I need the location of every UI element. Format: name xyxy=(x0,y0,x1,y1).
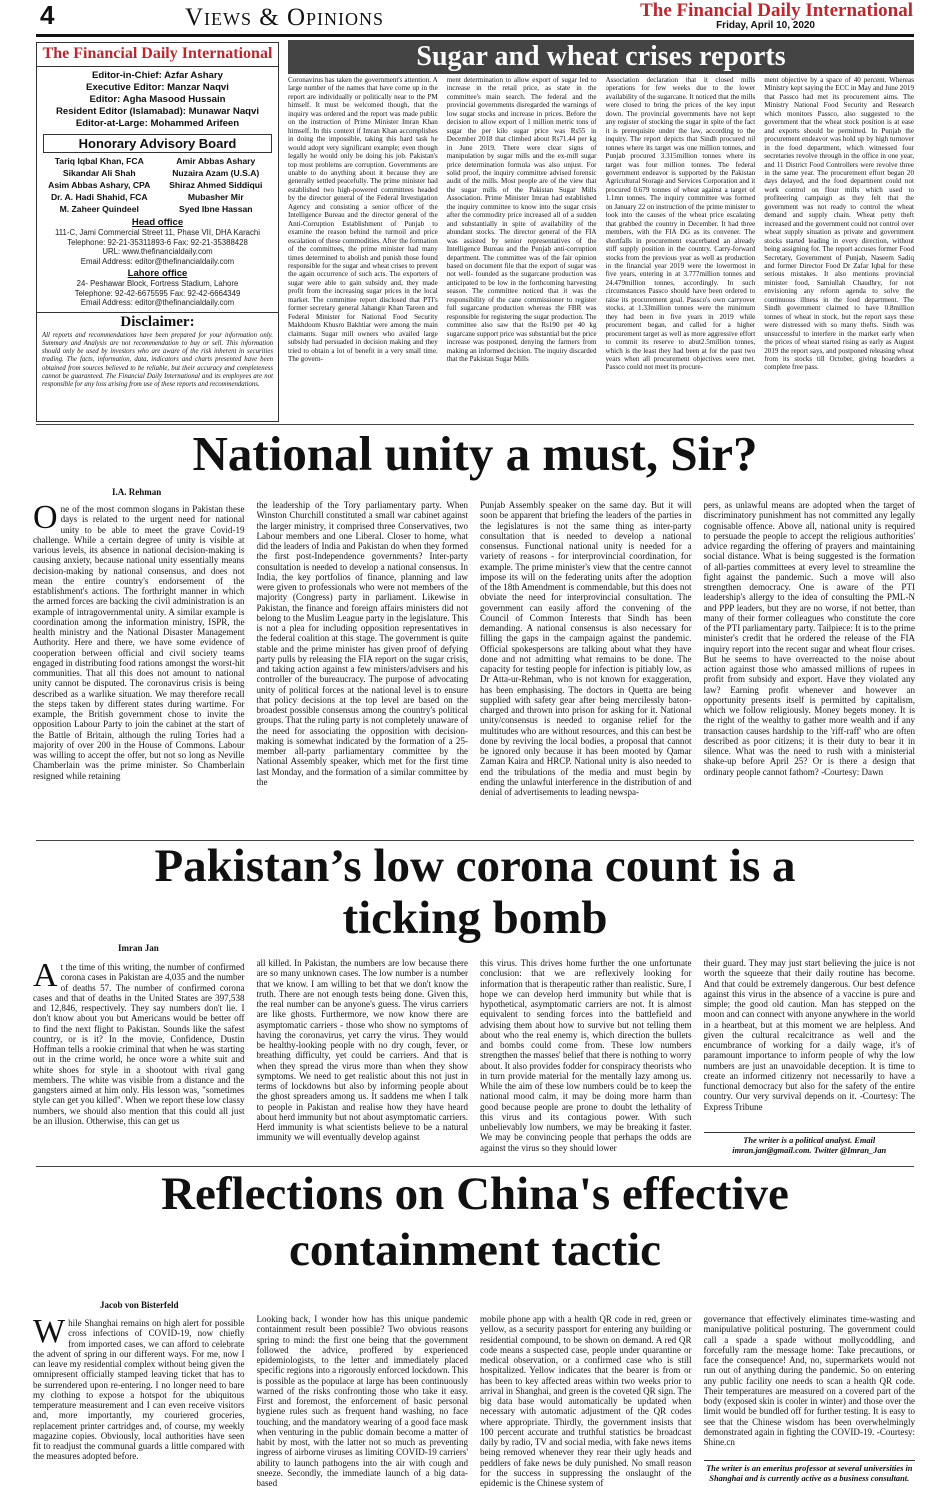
advisory-board-left xyxy=(41,155,158,215)
china-writer-note: The writer is an emeritus professor at several universities in Shanghai and is currently active as a business consultant. xyxy=(704,1460,916,1484)
editor-line: Executive Editor: Manzar Naqvi xyxy=(86,82,229,93)
board-member: Mubasher Mir xyxy=(187,192,244,202)
corona-writer-note: The writer is a political analyst. Email imran.jan@gmail.com. Twitter @Imran_Jan xyxy=(704,1132,916,1156)
page-header xyxy=(0,0,945,34)
article-column: Coronavirus has taken the government's attention. A large number of the names that have come up in the report are individually or politically near to the PM himself. It must be welcomed though, that the inquiry was ordered and the report was made public on the instruction of Prime Minister Imran Khan himself. In this context if Imran Khan accomplishes in doing the impossible, taking this hard task he would adopt very significant example; even though legally he would only be doing his job. Pakistan's top most problems are corruption. Governments are unable to do anything about it because they are generally settled peacefully. The prime minister had established two high-powered committees headed by the director general of the Federal Investigation Agency and consisting a senior officer of the Intelligence Bureau and the director general of the Anti-Corruption Establishment of Punjab to examine the reason behind the turmoil and price escalation of these commodities. After the formation of the committees, the prime minister had many times determined to abolish and punish those found responsible for the sugar and wheat crises to prevent the again occurrence of such acts. The exporters of sugar were able to gain subsidy and, they made profit from the increasing sugar prices in the local market. The committee report disclosed that PTI's former secretary general Jahangir Khan Tareen and Federal Minister for National Food Security Makhdoom Khusro Bakhtiar were among the main claimants. Sugar mill owners who availed large subsidy had persuaded in decision making and they tried to obtain a lot of benefit in a very small time. The govern- xyxy=(288,76,438,363)
article-column: all killed. In Pakistan, the numbers are low because there are so many unknown cases. The low number is a number that we know. I am willing to bet that we don't know the truth. There are not enough tests being done. Given this, the real number can be anyone's guess. The virus carriers are like ghosts. Furthermore, we now know there are asymptomatic carriers - those who show no symptoms of having the coronavirus, yet carry the virus. They would be healthy-looking people with no dry cough, fever, or breathing difficulty, yet could be carriers. And that is when they spread the virus more than when they show symptoms. We need to get realistic about this not just in terms of lockdowns but also by informing people about the ghost spreaders among us. It saddens me when I talk to people in Pakistan and realise how they have heard about herd immunity but not about asymptomatic carriers. Herd immunity is what scientists believe to be a natural immunity we will eventually develop against xyxy=(256,958,468,1143)
article-column xyxy=(33,1314,245,1499)
advisory-board xyxy=(37,155,278,215)
corona-dropcap: A xyxy=(33,958,58,994)
china-byline: Jacob von Bisterfeld xyxy=(100,1300,179,1310)
china-headline xyxy=(36,1166,914,1278)
article-column xyxy=(33,958,245,1165)
lahore-office-title: Lahore office xyxy=(127,268,188,279)
masthead-box xyxy=(36,42,279,422)
article-text: t the time of this writing, the number of confirmed corona cases in Pakistan are 4,035 and the number of deaths 57. The number of confirmed corona cases and that of deaths in the United States are 397,538 and 12,846, respectively. They say numbers don't lie. I don't know about you but Americans would be better off to find the next flight to Pakistan. Sounds like the safest country, or is it? In the movie, Confidence, Dustin Hoffman tells a rookie criminal that when he was starting out in the crime world, he once wore a white suit and white shoes for style in a shootout with rival gang members. The white was visible from a distance and the gangsters aimed at him only. His lesson was, "sometimes style can get you killed". When we report these low classy numbers, we should also mention that this could all just be an illusion. Otherwise, this can get us xyxy=(33,962,245,1126)
article-column: the leadership of the Tory parliamentary party. When Winston Churchill constituted a small war cabinet against the larger ministry, it comprised three Conservatives, two Labour members and one Liberal. Closer to home, what did the leaders of India and Pakistan do when they formed the first post-Independence governments? Inter-party consultation is needed to develop a national consensus. In India, the key portfolios of finance, planning and law were given to professionals who were not members of the majority (Congress) party in parliament. Likewise in Pakistan, the finance and foreign affairs ministers did not belong to the Muslim League party in the legislature. This is not a plea for including opposition representatives in the federal coalition at this stage. The government is quite stable and the prime minister has given proof of defying party pulls by releasing the FIA report on the sugar crisis, and taking action against a few ministers/advisers and his controller of the bureaucracy. The purpose of advocating unity of political forces at the national level is to ensure that policy decisions at the top level are based on the broadest possible consensus among the country's political groups. That the ruling party is not completely unaware of the need for associating the opposition with decision-making is somewhat indicated by the formation of a 25-member all-party parliamentary committee by the National Assembly speaker, which met for the first time last Monday, and the formation of a similar committee by the xyxy=(256,500,468,787)
board-member: Asim Abbas Ashary, CPA xyxy=(48,180,151,190)
address-line: Email Address: editor@thefinancialdaily.com xyxy=(80,298,235,307)
issue-date: Friday, April 10, 2020 xyxy=(716,20,815,31)
section-title: Views & Opinions xyxy=(185,4,385,31)
article-text: ne of the most common slogans in Pakistan these days is related to the urgent need for national unity to be able to meet the grave Covid-19 challenge. While a certain degree of unity is visible at various levels, its absence in national decision-making is causing anxiety, because national unity essentially means decision-making by national consensus, and does not mean the entire country's endorsement of the establishment's actions. The forthright manner in which the armed forces are backing the civil administration is an example of intragovernmental unity. A similar example is coordination among the information ministry, ISPR, the health ministry and the National Disaster Management Authority. Here and there, we have some evidence of cooperation between official and civil society teams engaged in distributing food rations amongst the worst-hit communities. That all this does not amount to national unity cannot be disputed. The coronavirus crisis is being described as a warlike situation. We may therefore recall the steps taken by different states during wartime. For example, the British government chose to invite the opposition Labour Party to join the cabinet at the start of the Battle of Britain, although the ruling Tories had a majority of over 200 in the House of Commons. Labour was willing to accept the offer, but not so long as Neville Chamberlain was the prime minister. So Chamberlain resigned while retaining xyxy=(33,504,245,781)
article-column xyxy=(33,500,245,835)
board-member: Syed Ibne Hassan xyxy=(178,204,253,214)
article-text: their guard. They may just start believing the juice is not worth the squeeze that their daily routine has become. And that could be extremely dangerous. Our best defence against this virus in the absence of a vaccine is pure and simple; the good old caution. Man has stepped on the moon and can connect with anyone anywhere in the world in a heartbeat, but at this moment we are helpless. And given the cultural recalcitrance as well and the encumbrance of working for a daily wage, it's of paramount importance to inform people of why the low numbers are just an unavoidable deception. It is time to create an informed citizenry not necessarily to have a functional democracy but also for the safety of the entire country. Our very survival depends on it. -Courtesy: The Express Tribune xyxy=(703,958,915,1112)
head-office-title: Head office xyxy=(131,217,184,228)
article-column: Association declaration that it closed mills operations for few weeks due to the lower availability of the sugarcane. It noticed that the mills were closed to bring the prices of the key input down. The provincial governments have not kept any register of stocking the sugar in spite of the fact it is prerequisite under the law, according to the inquiry. The report depicts that Sindh procured nil tonnes where its target was one million tonnes, and Punjab procured 3.315million tonnes where its target was four million tonnes. The federal government endeavor is supported by the Pakistan Agricultural Storage and Services Corporation and it procured 0.679 tonnes of wheat against a target of 1.1mn tonnes. The inquiry committee was formed on January 22 on instruction of the prime minister to look into the causes of the wheat price escalating that grabbed the country in December. It had three members, with the FIA DG as its convener. The shortfalls in procurement exacerbated an already stiff supply position in the country. Carry-forward stocks from the previous year as well as production in the financial year 2019 were the lowermost in five years, entering in at 3.777million tonnes and 24.479million tonnes, accordingly. In such circumstances Passco should have been ordered to raise its procurement goal. Passco's own carryover stocks, at 1.33million tonnes were the minimum they had been in five years in 2019 while procurement began, and called for a higher procurement target as well as more aggressive effort to commit its reserve to abut2.5million tonnes, which is the least they had been at for the past two years when all procurement objectives were met. Passco could not meet its procure- xyxy=(605,76,756,372)
headline-line: Pakistan’s low corona count is a xyxy=(154,840,796,892)
editor-list xyxy=(37,67,278,132)
corona-byline: Imran Jan xyxy=(118,943,159,953)
editor-line: Editor-at-Large: Mohammed Arifeen xyxy=(75,118,240,129)
board-member: M. Zaheer Quindeel xyxy=(59,204,139,214)
unity-headline: National unity a must, Sir? xyxy=(192,426,758,481)
corona-headline xyxy=(36,840,914,944)
board-member: Tariq Iqbal Khan, FCA xyxy=(54,156,144,166)
head-office-address xyxy=(37,228,278,266)
article-column: Looking back, I wonder how has this unique pandemic containment result been possible? Two obvious reasons spring to mind: the first one being that the government followed the advice, proffered by experienced epidemiologists, to the letter and immediately placed specific regions into a rigorously enforced lockdown. This is possible as the populace at large has been continuously warned of the risks confronting those who take it easy. First and foremost, the enforcement of basic personal hygiene rules such as frequent hand washing, no face touching, and the mandatory wearing of a good face mask when venturing in the public domain become a matter of habit by most, with the latter not so much as preventing ingress of airborne viruses as limiting COVID-19 carriers' ability to launch pathogens into the air with cough and sneeze. Secondly, the immediate launch of a big data-based xyxy=(256,1314,468,1488)
headline-line: Reflections on China's effective xyxy=(161,1168,789,1220)
address-line: URL: www.thefinancialdaily.com xyxy=(102,247,213,256)
article-column: pers, as unlawful means are adopted when the target of discriminatory punishment has not committed any legally cognisable offence. Above all, national unity is required to persuade the people to accept the religious authorities' advice regarding the offering of prayers and maintaining social distance. What is being suggested is the formation of all-parties committees at every level to streamline the fight against the pandemic. Such a move will also strengthen democracy. One is aware of the PTI leadership's allergy to the idea of consulting the PML-N and PPP leaders, but they are no worse, if not better, than many of their former colleagues who constitute the core of the PTI parliamentary party. Tailpiece: It is to the prime minister's credit that he ordered the release of the FIA inquiry report into the recent sugar and wheat flour crises. But he seems to have overreacted to the noise about action against those who amassed millions of rupees in profit from subsidy and export. Have they violated any law? Earning profit whenever and however an opportunity presents itself is permitted by capitalism, which we follow religiously. Money begets money. It is the right of the wealthy to gather more wealth and if any transaction causes hardship to the 'riff-raff' who are often described as poor citizens; it is their duty to bear it in silence. What was the need to rush with a ministerial shake-up before April 25? Or is there a design that ordinary people cannot fathom? -Courtesy: Dawn xyxy=(703,500,915,777)
advisory-board-title: Honorary Advisory Board xyxy=(43,134,272,153)
board-member: Sikandar Ali Shah xyxy=(62,168,136,178)
article-column xyxy=(704,958,916,1165)
board-member: Amir Abbas Ashary xyxy=(176,156,256,166)
advisory-board-right xyxy=(158,155,275,215)
article-column xyxy=(704,1314,916,1499)
unity-byline: I.A. Rehman xyxy=(112,487,162,497)
headline-line: containment tactic xyxy=(289,1224,661,1276)
article-column: mobile phone app with a health QR code in red, green or yellow, as a security passport for entering any building or residential compound, to be shown on demand. A red QR code means a suspected case, people under quarantine or medical observation, or a confirmed case who is still hospitalized. Yellow indicates that the bearer is from or has been to key affected areas within two weeks prior to arrival in Shanghai, and green is the coveted QR sign. The big data base would automatically be updated when necessary with automatic adjustment of the QR codes where appropriate. Thirdly, the government insists that 100 percent accurate and truthful statistics be broadcast daily by radio, TV and social media, with fake news items being removed whenever they rear their ugly heads and peddlers of fake news be duly punished. No small reason for the success in suppressing the onslaught of the epidemic is the Chinese system of xyxy=(480,1314,692,1488)
article-text: governance that effectively eliminates time-wasting and manipulative political posturing. The government could call a spade a spade without mollycoddling, and forcefully ram the message home: Take precautions, or face the consequence! And, no, supermarkets would not run out of anything during the pandemic. So on entering any public facility one needs to scan a health QR code. Their temperatures are measured on a covered part of the body (exposed skin is cooler in winter) and those over the limit would be bundled off for further testing. It is easy to see that the Chinese wisdom has been overwhelmingly demonstrated again in fighting the COVID-19. -Courtesy: Shine.cn xyxy=(703,1314,915,1447)
disclaimer-text: All reports and recommendations have been prepared for your information only. Summary and Analysis are not recommendation to buy or sell. This information should only be used by investors who are aware of the risk inherent in securities trading. The facts, information, data, indicators and charts presented have been obtained from sources believed to be reliable, but their accuracy and completeness cannot be guaranteed. The Financial Daily International and its employees are not responsible for any loss arising from use of these reports and recommendations. xyxy=(42,331,273,389)
article-column: ment determination to allow export of sugar led to increase in the retail price, as state in the committee's main search. The federal and the provincial governments disregarded the warnings of low sugar stocks and increase in prices. Before the decision to allow export of 1 million metric tons of sugar the per kilo sugar price was Rs55 in December 2018 that climbed about Rs71.44 per kg in June 2019. There were clear signs of manipulation by sugar mills and the ex-mill sugar price determination formula was also unjust. For solid proof, the inquiry committee advised forensic audit of the mills. Most people are of the view that the sugar mills of the Pakistan Sugar Mills Association. Prime Minister Imran had established the inquiry committee to know into the sugar crisis after the commodity price increased all of a sudden and substantially in spite of availability of the abundant stocks. The director general of the FIA was assisted by senior representatives of the Intelligence Bureau and the Punjab anti-corruption department. The committee was of the fair opinion based on document file that the export of sugar was not well- founded as the sugarcane production was anticipated to be low in the forthcoming harvesting season. The committee noticed that it was the responsibility of the cane commissioner to register full sugarcane production whereas the FBR was responsible for registering the sugar production. The committee also saw that the Rs190 per 40 kg sugarcane support price was substantial but the price increase was postponed, denying the farmers from making an informed decision. The inquiry discarded that the Pakistan Sugar Mills xyxy=(446,76,597,363)
address-line: Telephone: 92-42-6675595 Fax: 92-42-6664349 xyxy=(74,288,241,298)
editor-line: Resident Editor (Islamabad): Munawar Naqvi xyxy=(55,106,260,117)
unity-article-body xyxy=(33,500,915,835)
editor-line: Editor: Agha Masood Hussain xyxy=(89,94,226,105)
article-column: ment objective by a space of 40 percent. Whereas Ministry kept saying the ECC in May and June 2019 that Passco had met its procurement aims. The Ministry National Food Security and Research which monitors Passco, also suggested to the government that the wheat stock position is at ease and exports should be permitted. In Punjab the procurement endeavor was hold up by high turnover in the food department, which witnessed four secretaries revolve through in the office in one year, and 11 District Food Controllers were revolve three in the same year. The procurement effort began 20 days delayed, and the food department could not work control on flour mills which used to profiteering campaign as they felt that the government was not ready to control the wheat demand and supply chain. Wheat petty theft increased and the government could not control over wheat supply situation as private and government stocks started leading in every direction, without being assigning for. The report accuses former Food Secretary, Government of Punjab, Naseem Sadiq and former Director Food Dr Zafar Iqbal for these serious mistakes. It also mentions provincial minister food, Samiullah Chaudhry, for not envisioning any reform agenda to solve the continuous illness in the food department. The Sindh government claimed to have 0.8million tonnes of wheat in stock, but the report says these were distressed with so many thefts. Sindh was unsuccessful to interfere in the market early when the prices of wheat started rising as early as August 2019 the report says, and postponed releasing wheat from its stocks till October, giving hoarders a complete free pass. xyxy=(764,76,914,372)
header-rule xyxy=(36,34,914,37)
page-number: 4 xyxy=(40,0,55,30)
china-dropcap: W xyxy=(33,1314,66,1350)
article-text: hile Shanghai remains on high alert for possible cross infections of COVID-19, now chiefly from imported cases, we can afford to celebrate the advent of spring in our different ways. For me, now I can leave my residential complex without being given the omnipresent officially stamped leaving ticket that has to be surrendered upon re-entering. I no longer need to bare my clothing to expose a hotspot for the ubiquitous temperature measurement and I can even receive visitors and, more importantly, my couriered groceries, replacement printer cartridges and, of course, my weekly magazine copies. Obviously, local authorities have seen fit to readjust the communal guards a little compared with the measures adopted before. xyxy=(33,1318,245,1462)
article-column: Punjab Assembly speaker on the same day. But it will soon be apparent that briefing the leaders of the parties in the legislatures is not the same thing as inter-party consultation that is needed to develop a national consensus. Functional national unity is needed for a variety of reasons - for interprovincial coordination, for example. The prime minister's view that the centre cannot impose its will on the federating units after the adoption of the 18th Amendment is commendable, but this does not obviate the need for interprovincial consultation. The government can easily afford the convening of the Council of Common Interests that Sindh has been demanding. A national consensus is also necessary for filling the gaps in the campaign against the pandemic. Official spokespersons are talking about what they have done and not admitting what remains to be done. The capacity for testing people for infection is pitiably low, as Dr Atta-ur-Rehman, who is not known for exaggeration, has been emphasising. The doctors in Quetta are being supplied with safety gear after being mercilessly baton-charged and thrown into prison for asking for it. National unity/consensus is needed to organise relief for the multitudes who are without resources, and this can best be done by reviving the local bodies, a proposal that cannot be ignored only because it has been mooted by Qamar Zaman Kaira and HRCP. National unity is also needed to end the tribulations of the media and must begin by ending the unlawful interference in the distribution of and denial of advertisements to leading newspa- xyxy=(480,500,692,797)
address-line: 24- Peshawar Block, Fortress Stadium, Lahore xyxy=(76,279,239,288)
editor-line: Editor-in-Chief: Azfar Ashary xyxy=(92,70,223,81)
article-column: this virus. This drives home further the one unfortunate conclusion: that we are reflexively looking for information that is therapeutic rather than realistic. Sure, I hope we can develop herd immunity but while that is hypothetical, asymptomatic carriers are not. It is almost equivalent to sending forces into the battlefield and advising them about how to survive but not telling them about who the real enemy is, which direction the bullets and bombs could come from. These low numbers strengthen the masses' belief that there is nothing to worry about. It also provides fodder for conspiracy theorists who in turn provide material for the mentally lazy among us. While the aim of these low numbers could be to keep the national mood calm, it may be doing more harm than good because people are prone to doubt the lethality of this virus and its contagious power. With such unbelievably low numbers, we may be breaking it faster. We may be convincing people that perhaps the odds are against the virus so they should lower xyxy=(480,958,692,1153)
disclaimer-title: Disclaimer: xyxy=(37,312,278,331)
masthead-paper-name: The Financial Daily International xyxy=(37,43,278,67)
unity-dropcap: O xyxy=(33,500,58,536)
corona-article-body xyxy=(33,958,915,1165)
board-member: Nuzaira Azam (U.S.A) xyxy=(172,168,260,178)
headline-line: ticking bomb xyxy=(342,892,608,944)
board-member: Shiraz Ahmed Siddiqui xyxy=(169,180,263,190)
board-member: Dr. A. Hadi Shahid, FCA xyxy=(50,192,148,202)
sugar-article-body xyxy=(288,76,914,418)
address-line: Telephone: 92-21-35311893-6 Fax: 92-21-35388428 xyxy=(67,237,248,247)
address-line: Email Address: editor@thefinancialdaily.com xyxy=(80,256,235,266)
address-line: 111-C, Jami Commercial Street 11, Phase VII, DHA Karachi xyxy=(55,228,260,237)
china-article-body xyxy=(33,1314,915,1499)
lahore-office-address xyxy=(37,279,278,308)
sugar-headline: Sugar and wheat crises reports xyxy=(288,40,914,74)
paper-name: The Financial Daily International xyxy=(640,0,913,21)
